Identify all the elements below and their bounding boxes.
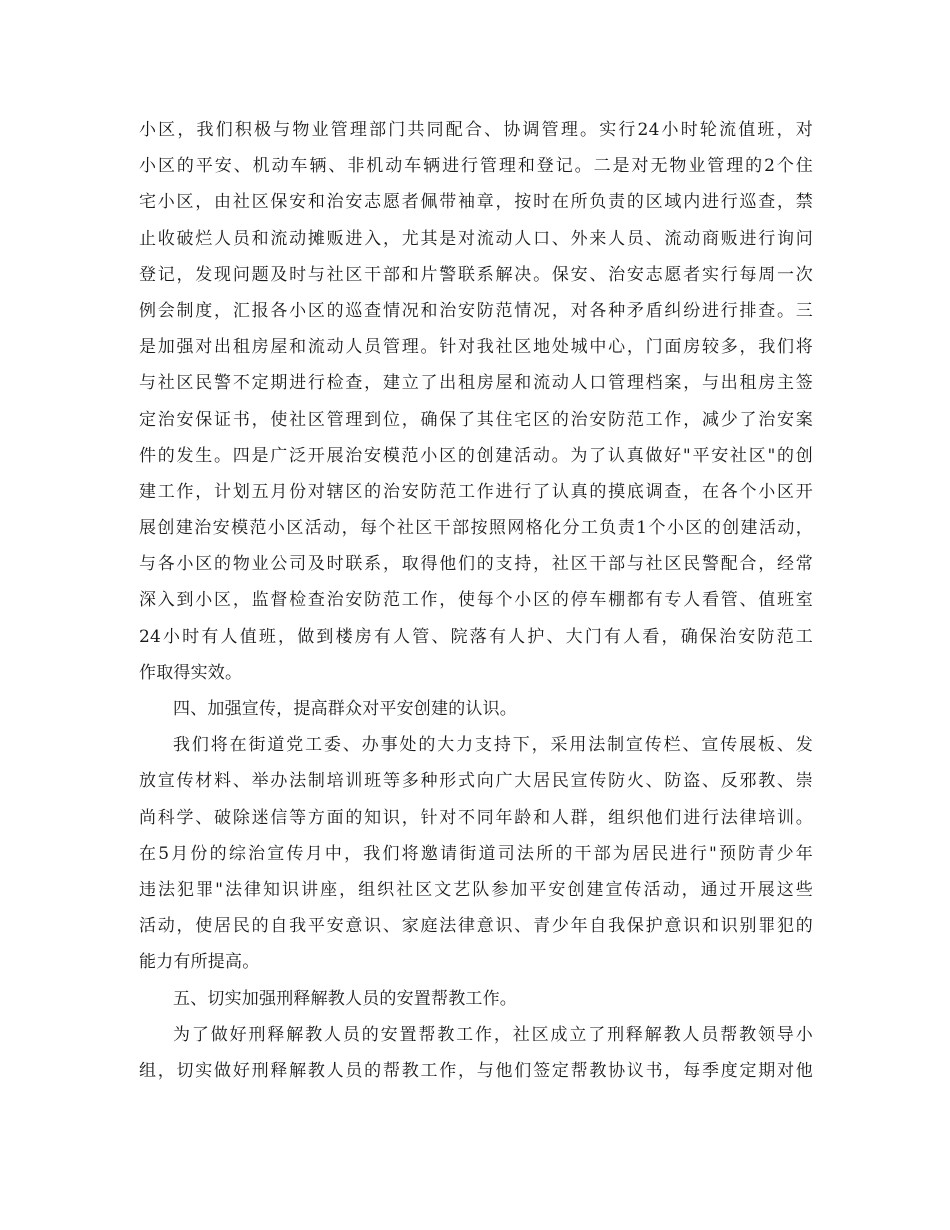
text-line: 24小时有人值班，做到楼房有人管、院落有人护、大门有人看，确保治安防范工 xyxy=(139,626,813,647)
paragraph-rehabilitation xyxy=(139,1017,813,1089)
text-line: 在5月份的综治宣传月中，我们将邀请街道司法所的干部为居民进行"预防青少年 xyxy=(139,843,813,864)
text-line: 定治安保证书，使社区管理到位，确保了其住宅区的治安防范工作，减少了治安案 xyxy=(139,409,813,430)
section-heading: 五、切实加强刑释解教人员的安置帮教工作。 xyxy=(173,988,517,1009)
text-line: 为了做好刑释解教人员的安置帮教工作，社区成立了刑释解教人员帮教领导小 xyxy=(173,1024,813,1045)
text-line: 放宣传材料、举办法制培训班等多种形式向广大居民宣传防火、防盗、反邪教、崇 xyxy=(139,771,813,792)
text-line: 宅小区，由社区保安和治安志愿者佩带袖章，按时在所负责的区域内进行巡查，禁 xyxy=(139,192,813,213)
paragraph-security-measures xyxy=(139,112,813,691)
text-line: 是加强对出租房屋和流动人员管理。针对我社区地处城中心，门面房较多，我们将 xyxy=(139,337,813,358)
text-line: 小区的平安、机动车辆、非机动车辆进行管理和登记。二是对无物业管理的2个住 xyxy=(139,156,813,177)
section-heading: 四、加强宣传，提高群众对平安创建的认识。 xyxy=(173,699,517,719)
text-line: 我们将在街道党工委、办事处的大力支持下，采用法制宣传栏、宣传展板、发 xyxy=(173,735,813,756)
text-line: 违法犯罪"法律知识讲座，组织社区文艺队参加平安创建宣传活动，通过开展这些 xyxy=(139,879,813,900)
text-line: 与社区民警不定期进行检查，建立了出租房屋和流动人口管理档案，与出租房主签 xyxy=(139,373,813,394)
text-line: 展创建治安模范小区活动，每个社区干部按照网格化分工负责1个小区的创建活动， xyxy=(139,518,813,539)
text-line: 例会制度，汇报各小区的巡查情况和治安防范情况，对各种矛盾纠纷进行排查。三 xyxy=(139,300,813,321)
section-heading-rehabilitation xyxy=(139,981,813,1017)
text-line: 组，切实做好刑释解教人员的帮教工作，与他们签定帮教协议书，每季度定期对他 xyxy=(139,1060,813,1081)
paragraph-publicity xyxy=(139,727,813,980)
text-line: 尚科学、破除迷信等方面的知识，针对不同年龄和人群，组织他们进行法律培训。 xyxy=(139,807,813,828)
text-line: 活动，使居民的自我平安意识、家庭法律意识、青少年自我保护意识和识别罪犯的 xyxy=(139,916,813,937)
text-line: 件的发生。四是广泛开展治安模范小区的创建活动。为了认真做好"平安社区"的创 xyxy=(139,445,813,466)
text-line: 深入到小区，监督检查治安防范工作，使每个小区的停车棚都有专人看管、值班室 xyxy=(139,590,813,611)
text-line: 作取得实效。 xyxy=(139,662,243,683)
text-line: 止收破烂人员和流动摊贩进入，尤其是对流动人口、外来人员、流动商贩进行询问 xyxy=(139,228,813,249)
text-line: 登记，发现问题及时与社区干部和片警联系解决。保安、治安志愿者实行每周一次 xyxy=(139,264,813,285)
text-line: 能力有所提高。 xyxy=(139,952,260,973)
text-line: 建工作，计划五月份对辖区的治安防范工作进行了认真的摸底调查，在各个小区开 xyxy=(139,481,813,502)
section-heading-publicity xyxy=(139,691,813,727)
text-line: 小区，我们积极与物业管理部门共同配合、协调管理。实行24小时轮流值班，对 xyxy=(139,120,813,140)
text-line: 与各小区的物业公司及时联系，取得他们的支持，社区干部与社区民警配合，经常 xyxy=(139,554,813,575)
document-page xyxy=(139,112,813,1089)
